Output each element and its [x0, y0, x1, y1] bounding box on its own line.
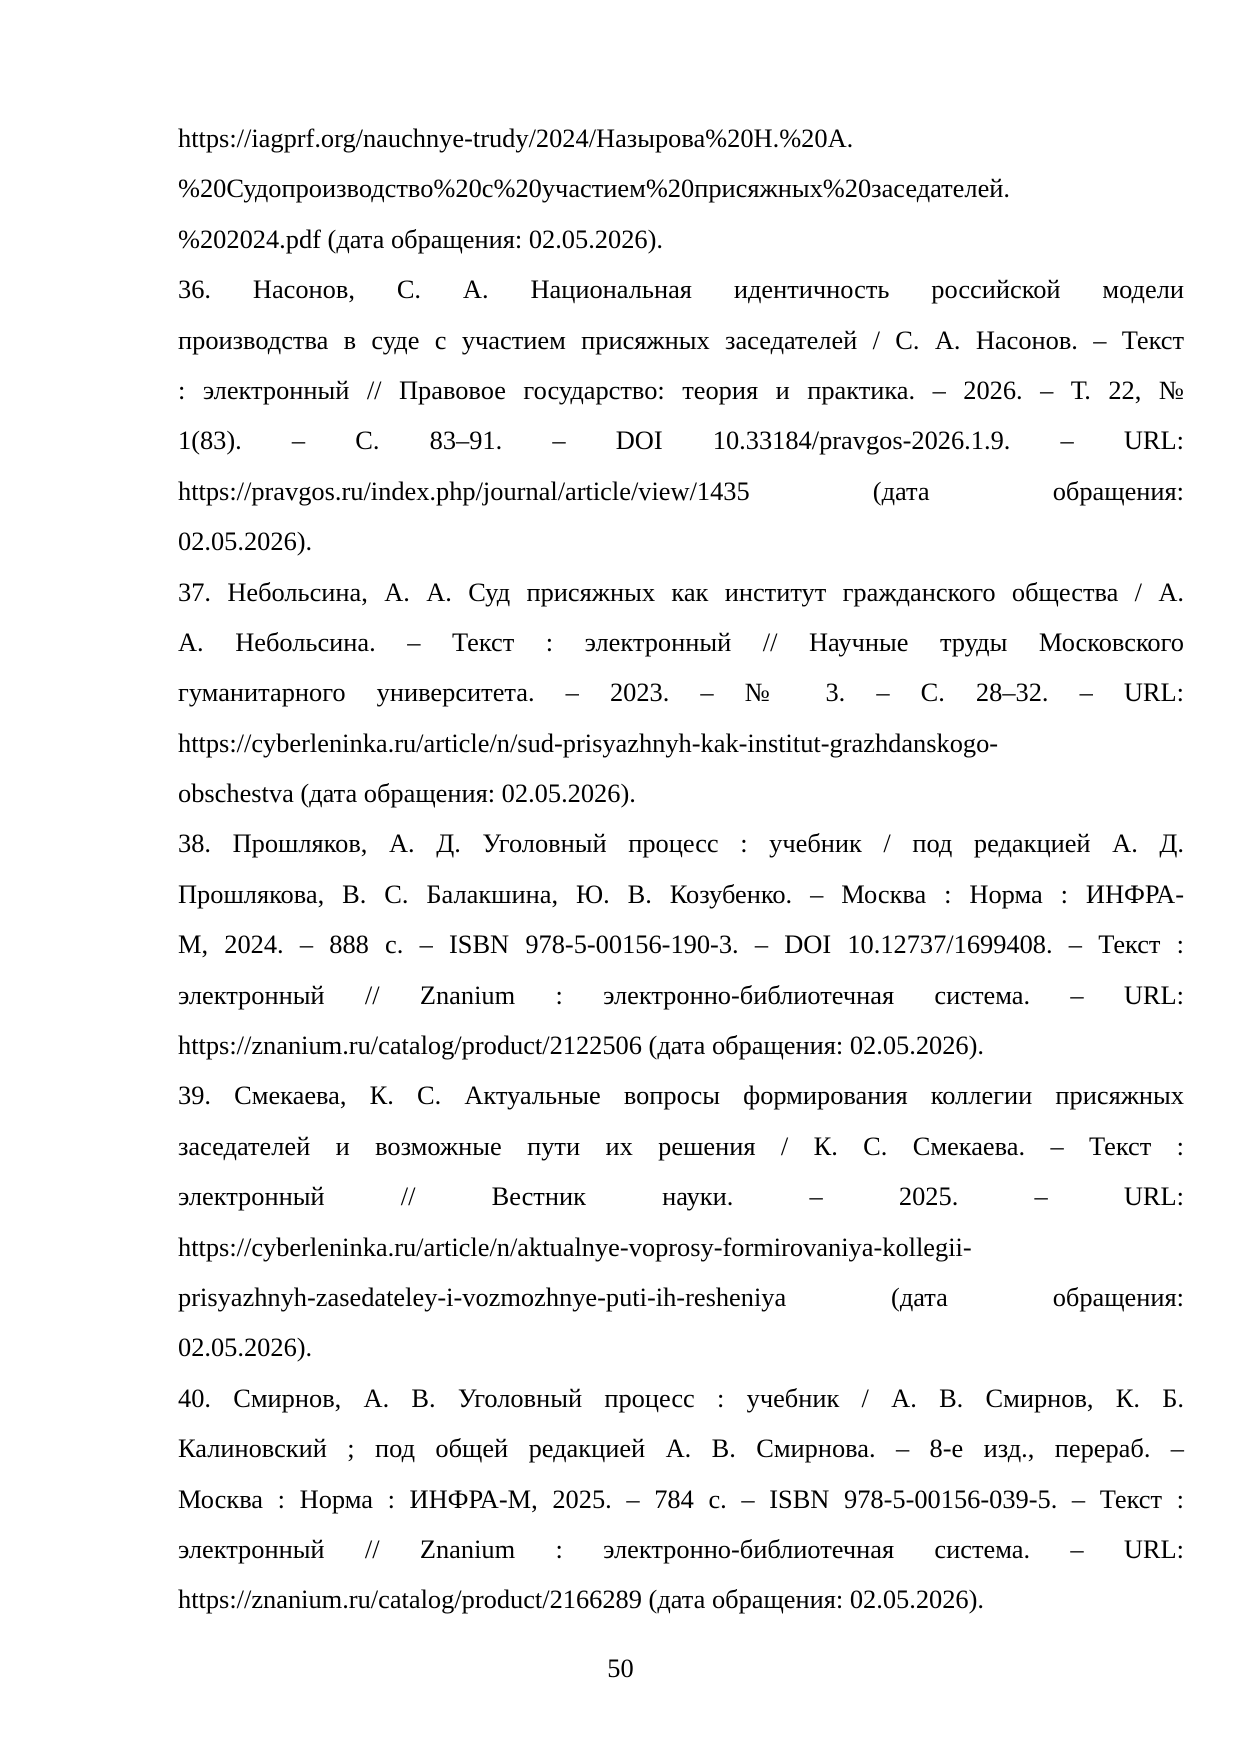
text-line: %202024.pdf (дата обращения: 02.05.2026).: [178, 223, 663, 254]
text-line: 37. Небольсина, А. А. Суд присяжных как институт гражданского общества / А.: [178, 576, 1184, 607]
text-line: 36. Насонов, С. А. Национальная идентичность российской модели: [178, 274, 1184, 305]
text-line: производства в суде с участием присяжных заседателей / С. А. Насонов. – Текст: [178, 324, 1184, 355]
text-line: https://pravgos.ru/index.php/journal/article/view/1435 (дата обращения:: [178, 475, 1184, 506]
text-line: электронный // Вестник науки. – 2025. – URL:: [178, 1181, 1184, 1212]
text-line: 38. Прошляков, А. Д. Уголовный процесс : учебник / под редакцией А. Д.: [178, 828, 1184, 859]
text-line: заседателей и возможные пути их решения / К. С. Смекаева. – Текст :: [178, 1130, 1184, 1161]
text-line: гуманитарного университета. – 2023. – № 3. – С. 28–32. – URL:: [178, 677, 1184, 708]
text-line: https://cyberleninka.ru/article/n/aktualnye-voprosy-formirovaniya-kollegii-: [178, 1231, 972, 1262]
text-line: https://znanium.ru/catalog/product/2166289 (дата обращения: 02.05.2026).: [178, 1584, 984, 1615]
text-line: https://iagprf.org/nauchnye-trudy/2024/Назырова%20Н.%20А.: [178, 123, 854, 153]
text-line: : электронный // Правовое государство: теория и практика. – 2026. – Т. 22, №: [178, 374, 1184, 405]
text-line: 39. Смекаева, К. С. Актуальные вопросы формирования коллегии присяжных: [178, 1080, 1184, 1111]
text-line: https://znanium.ru/catalog/product/2122506 (дата обращения: 02.05.2026).: [178, 1030, 984, 1061]
text-line: Москва : Норма : ИНФРА-М, 2025. – 784 с. – ISBN 978-5-00156-039-5. – Текст :: [178, 1483, 1184, 1514]
text-line: obschestva (дата обращения: 02.05.2026).: [178, 778, 636, 809]
text-line: электронный // Znanium : электронно-библиотечная система. – URL:: [178, 979, 1184, 1010]
text-line: https://cyberleninka.ru/article/n/sud-prisyazhnyh-kak-institut-grazhdanskogo-: [178, 727, 999, 758]
text-line: 1(83). – С. 83–91. – DOI 10.33184/pravgos-2026.1.9. – URL:: [178, 425, 1184, 456]
text-line: Прошлякова, В. С. Балакшина, Ю. В. Козубенко. – Москва : Норма : ИНФРА-: [178, 878, 1184, 909]
text-line: А. Небольсина. – Текст : электронный // Научные труды Московского: [178, 626, 1184, 657]
page-number: 50: [607, 1653, 634, 1683]
text-line: %20Судопроизводство%20с%20участием%20присяжных%20заседателей.: [178, 173, 1010, 204]
text-line: М, 2024. – 888 с. – ISBN 978-5-00156-190-3. – DOI 10.12737/1699408. – Текст :: [178, 929, 1184, 960]
text-line: 02.05.2026).: [178, 526, 313, 557]
text-line: электронный // Znanium : электронно-библиотечная система. – URL:: [178, 1533, 1184, 1564]
bibliography-list: [178, 113, 1184, 1625]
text-line: prisyazhnyh-zasedateley-i-vozmozhnye-puti-ih-resheniya (дата обращения:: [178, 1281, 1184, 1312]
text-line: 40. Смирнов, А. В. Уголовный процесс : учебник / А. В. Смирнов, К. Б.: [178, 1382, 1184, 1413]
text-line: 02.05.2026).: [178, 1332, 313, 1363]
text-line: Калиновский ; под общей редакцией А. В. Смирнова. – 8-е изд., перераб. –: [178, 1433, 1184, 1464]
